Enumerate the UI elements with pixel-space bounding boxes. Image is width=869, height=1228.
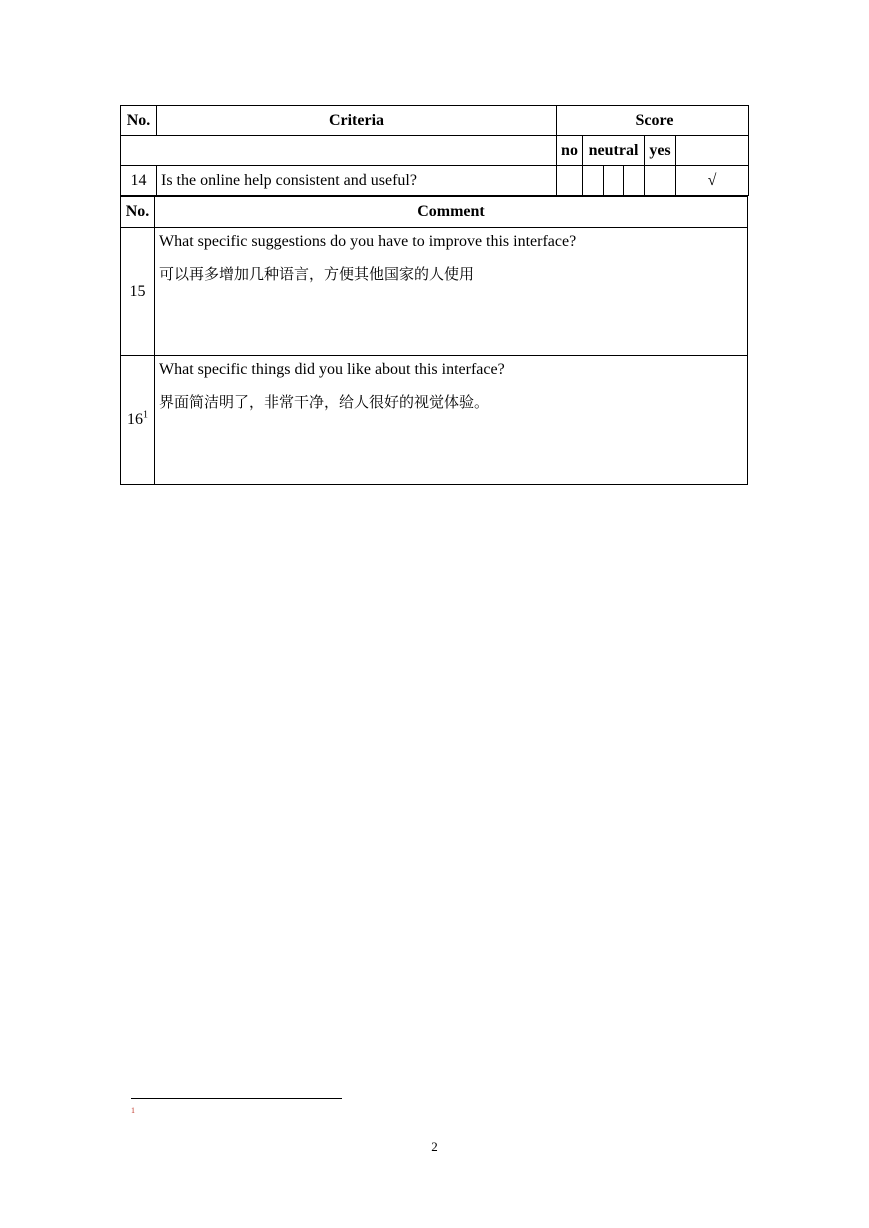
row16-answer: 界面简洁明了，非常干净，给人很好的视觉体验。 — [159, 393, 490, 411]
row14-score-cell-6 — [675, 165, 749, 196]
row16-footnote-ref[interactable]: 1 — [143, 409, 148, 421]
score-option-neutral: neutral — [588, 141, 639, 159]
row16-no-cell — [120, 355, 155, 485]
row14-score-cell-1 — [556, 165, 583, 196]
score-option-no-cell — [556, 135, 583, 166]
comment-header-comment-label: Comment — [417, 203, 485, 220]
row14-check-mark: √ — [707, 171, 717, 189]
row14-no: 14 — [130, 171, 147, 189]
header-score-label: Score — [635, 111, 674, 129]
row14-criteria-cell — [156, 165, 557, 196]
row16-no: 16 — [127, 411, 143, 428]
row15-no: 15 — [129, 282, 146, 300]
row16-comment-cell — [154, 355, 748, 485]
row14-score-cell-5 — [644, 165, 676, 196]
row14-score-cell-4 — [623, 165, 645, 196]
row16-question: What specific things did you like about this interface? — [159, 361, 505, 378]
score-option-no: no — [561, 141, 578, 159]
row14-criteria: Is the online help consistent and useful? — [161, 171, 417, 189]
score-option-yes: yes — [649, 141, 671, 159]
header-criteria-cell — [156, 105, 557, 136]
row15-comment-cell — [154, 227, 748, 356]
row14-no-cell — [120, 165, 157, 196]
header-criteria-label: Criteria — [328, 111, 385, 129]
page-number: 2 — [431, 1139, 438, 1154]
footnote-separator — [131, 1098, 342, 1099]
row15-question: What specific suggestions do you have to improve this interface? — [159, 233, 577, 250]
row14-score-cell-2 — [582, 165, 604, 196]
comment-header-no-cell — [120, 196, 155, 228]
row14-score-cell-3 — [603, 165, 624, 196]
row15-answer: 可以再多增加几种语言，方便其他国家的人使用 — [159, 265, 475, 283]
score-options-blank-cell — [120, 135, 557, 166]
header-score-cell — [556, 105, 749, 136]
row16-no-wrap — [127, 411, 148, 429]
footnote-mark: 1 — [131, 1106, 135, 1115]
row15-no-cell — [120, 227, 155, 356]
comment-header-no-label: No. — [125, 203, 150, 220]
score-option-neutral-cell — [582, 135, 645, 166]
score-option-extra-cell — [675, 135, 749, 166]
comment-header-comment-cell — [154, 196, 748, 228]
score-option-yes-cell — [644, 135, 676, 166]
header-no-label: No. — [126, 111, 151, 129]
header-no-cell — [120, 105, 157, 136]
